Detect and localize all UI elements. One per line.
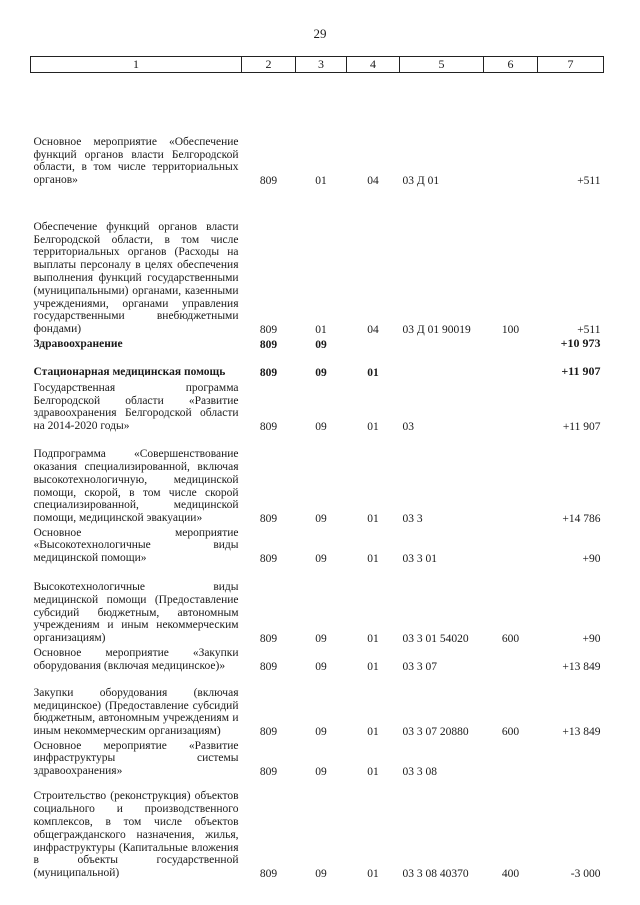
row-amount: -3 000 [570, 868, 601, 880]
row-expense-type [484, 645, 538, 673]
row-target-article: 03 Д 01 [402, 175, 440, 187]
row-target-article [400, 351, 484, 379]
row-expense-type [484, 336, 538, 351]
row-target-article: 03 3 01 54020 [402, 633, 469, 645]
row-target-article: 03 3 07 20880 [402, 726, 469, 738]
row-amount: +14 786 [562, 513, 601, 525]
page-number: 29 [313, 26, 327, 41]
row-section-code: 09 [315, 339, 327, 351]
row-section-code: 09 [315, 868, 327, 880]
table-row [31, 565, 604, 645]
row-ministry-code: 809 [259, 553, 278, 565]
row-name: Основное мероприятие «Закупки оборудования (включая медицинское)» [33, 647, 239, 673]
table-row [31, 336, 604, 351]
row-amount: +90 [582, 633, 601, 645]
table-row [31, 73, 604, 188]
row-target-article: 03 3 [402, 513, 423, 525]
row-ministry-code: 809 [259, 726, 278, 738]
row-amount: +11 907 [561, 364, 601, 378]
row-subsection-code [347, 336, 400, 351]
row-section-code: 09 [315, 766, 327, 778]
row-target-article: 03 Д 01 90019 [402, 324, 471, 336]
row-section-code: 09 [315, 726, 327, 738]
row-name: Основное мероприятие «Развитие инфраструктуры системы здравоохранения» [33, 739, 239, 778]
budget-table [30, 56, 604, 880]
row-amount: +11 907 [562, 421, 601, 433]
row-subsection-code: 01 [367, 633, 379, 645]
row-amount: +511 [577, 324, 601, 336]
row-target-article: 03 3 08 [402, 766, 437, 778]
row-name: Государственная программа Белгородской области «Развитие здравоохранения Белгородской области на 2014-2020 годы» [33, 381, 239, 433]
row-expense-type [484, 351, 538, 379]
row-amount: +13 849 [562, 726, 601, 738]
column-header-1: 1 [31, 57, 242, 73]
row-subsection-code: 04 [367, 175, 379, 187]
row-name: Здравоохранение [33, 338, 123, 351]
row-section-code: 09 [315, 661, 327, 673]
row-ministry-code: 809 [259, 868, 278, 880]
row-section-code: 09 [315, 553, 327, 565]
row-target-article [400, 336, 484, 351]
table-row [31, 525, 604, 565]
row-ministry-code: 809 [259, 175, 278, 187]
table-row [31, 379, 604, 433]
row-subsection-code: 01 [367, 421, 379, 433]
row-name: Основное мероприятие «Высокотехнологичные виды медицинской помощи» [33, 526, 239, 565]
row-amount: +10 973 [560, 336, 601, 350]
row-amount [538, 738, 604, 778]
row-expense-type [484, 738, 538, 778]
row-ministry-code: 809 [259, 421, 278, 433]
row-subsection-code: 01 [367, 367, 379, 379]
row-amount: +13 849 [562, 661, 601, 673]
row-expense-type [484, 525, 538, 565]
table-row [31, 645, 604, 673]
row-section-code: 01 [315, 175, 327, 187]
column-header-6: 6 [484, 57, 538, 73]
row-name: Основное мероприятие «Обеспечение функций органов власти Белгородской области, в том числе территориальных органов» [33, 135, 239, 187]
row-ministry-code: 809 [259, 661, 278, 673]
row-target-article: 03 [402, 421, 414, 433]
row-ministry-code: 809 [259, 367, 278, 379]
row-section-code: 09 [315, 633, 327, 645]
row-target-article: 03 3 07 [402, 661, 437, 673]
row-amount: +511 [577, 175, 601, 187]
row-target-article: 03 3 01 [402, 553, 437, 565]
row-name: Подпрограмма «Совершенствование оказания специализированной, включая высокотехнологичную, медицинской помощи, скорой, в том числе скорой специализированной, медицинской помощи, медицинской эвакуации» [33, 448, 239, 525]
row-subsection-code: 04 [367, 324, 379, 336]
row-name: Высокотехнологичные виды медицинской помощи (Предоставление субсидий бюджетным, автономным учреждениям и иным некоммерческим организациям) [33, 581, 239, 645]
row-expense-type: 600 [501, 726, 520, 738]
table-row [31, 187, 604, 336]
row-section-code: 09 [315, 367, 327, 379]
row-section-code: 01 [315, 324, 327, 336]
table-row [31, 738, 604, 778]
row-subsection-code: 01 [367, 726, 379, 738]
column-header-4: 4 [347, 57, 400, 73]
column-header-7: 7 [538, 57, 604, 73]
row-name: Строительство (реконструкция) объектов социального и производственного комплексов, в том числе объектов общегражданского назначения, жилья, инфраструктуры (Капитальные вложения в объекты государственной (муниципальной) [33, 790, 239, 880]
row-expense-type [484, 73, 538, 188]
row-subsection-code: 01 [367, 868, 379, 880]
table-header-row [31, 57, 604, 73]
row-ministry-code: 809 [259, 339, 278, 351]
row-expense-type: 600 [501, 633, 520, 645]
row-ministry-code: 809 [259, 324, 278, 336]
row-ministry-code: 809 [259, 633, 278, 645]
row-name: Закупки оборудования (включая медицинское) (Предоставление субсидий бюджетным, автономным учреждениям и иным некоммерческим организациям) [33, 686, 239, 738]
row-section-code: 09 [315, 421, 327, 433]
row-expense-type: 400 [501, 868, 520, 880]
row-amount: +90 [582, 553, 601, 565]
row-subsection-code: 01 [367, 513, 379, 525]
row-subsection-code: 01 [367, 766, 379, 778]
table-row [31, 351, 604, 379]
row-ministry-code: 809 [259, 513, 278, 525]
row-ministry-code: 809 [259, 766, 278, 778]
row-subsection-code: 01 [367, 661, 379, 673]
row-expense-type: 100 [501, 324, 520, 336]
row-target-article: 03 3 08 40370 [402, 868, 469, 880]
row-section-code: 09 [315, 513, 327, 525]
row-expense-type [484, 379, 538, 433]
table-row [31, 433, 604, 525]
row-subsection-code: 01 [367, 553, 379, 565]
row-name: Обеспечение функций органов власти Белгородской области, в том числе территориальных органов (Расходы на выплаты персоналу в целях обеспечения выполнения функций государственными (муниципальными) органами, казенными учреждениями, органами управления государственными внебюджетными фондами) [33, 220, 239, 336]
table-row [31, 673, 604, 738]
column-header-3: 3 [296, 57, 347, 73]
table-row [31, 778, 604, 880]
column-header-2: 2 [242, 57, 296, 73]
column-header-5: 5 [400, 57, 484, 73]
row-name: Стационарная медицинская помощь [33, 366, 226, 379]
row-expense-type [484, 433, 538, 525]
